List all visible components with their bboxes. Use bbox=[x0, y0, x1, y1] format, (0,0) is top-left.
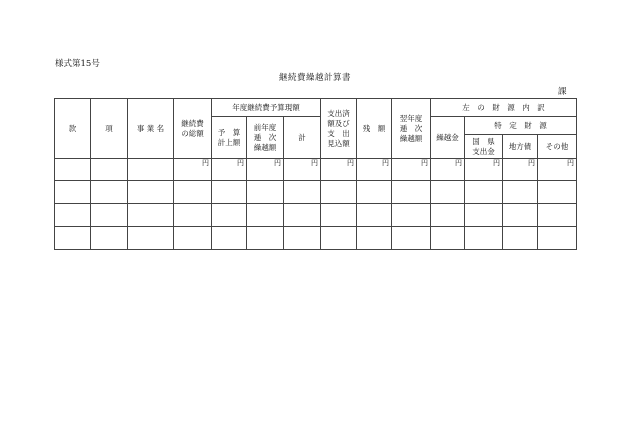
table-cell[interactable] bbox=[284, 227, 321, 250]
table-cell[interactable] bbox=[55, 181, 91, 204]
unit-label[interactable]: 円 bbox=[392, 159, 431, 181]
unit-label[interactable]: 円 bbox=[174, 159, 212, 181]
table-cell[interactable] bbox=[284, 204, 321, 227]
table-cell[interactable] bbox=[392, 181, 431, 204]
table-cell[interactable] bbox=[465, 227, 503, 250]
table-cell[interactable] bbox=[128, 181, 174, 204]
unit-row bbox=[55, 159, 577, 181]
table-cell[interactable] bbox=[538, 181, 577, 204]
table-cell[interactable] bbox=[392, 204, 431, 227]
table-cell[interactable] bbox=[431, 204, 465, 227]
table-row bbox=[55, 227, 577, 250]
table-cell[interactable] bbox=[357, 227, 392, 250]
unit-label[interactable]: 円 bbox=[431, 159, 465, 181]
header-keizokuhi-sougaku: 継続費 の総額 bbox=[174, 99, 212, 159]
table-cell[interactable] bbox=[91, 204, 128, 227]
table-cell[interactable] bbox=[321, 181, 357, 204]
table-cell[interactable] bbox=[503, 204, 538, 227]
header-kurikoshikin: 繰越金 bbox=[431, 117, 465, 159]
table-row bbox=[55, 181, 577, 204]
table-cell[interactable] bbox=[174, 181, 212, 204]
unit-label[interactable]: 円 bbox=[538, 159, 577, 181]
table-cell[interactable] bbox=[55, 227, 91, 250]
table-cell[interactable] bbox=[538, 227, 577, 250]
table-cell[interactable] bbox=[212, 227, 247, 250]
header-sonota: その他 bbox=[538, 135, 577, 159]
header-zennendo-kurikoshigaku: 前年度 逓 次 繰越額 bbox=[247, 117, 284, 159]
header-kou: 項 bbox=[91, 99, 128, 159]
header-yokunendo-kurikoshigaku: 翌年度 逓 次 繰越額 bbox=[392, 99, 431, 159]
table-cell[interactable] bbox=[174, 204, 212, 227]
header-kei: 計 bbox=[284, 117, 321, 159]
unit-label[interactable]: 円 bbox=[212, 159, 247, 181]
table-cell[interactable] bbox=[465, 181, 503, 204]
table-cell[interactable] bbox=[91, 227, 128, 250]
table-cell[interactable] bbox=[357, 181, 392, 204]
header-zaigen-uchiwake: 左 の 財 源 内 訳 bbox=[431, 99, 577, 117]
header-jigyou-mei: 事 業 名 bbox=[128, 99, 174, 159]
table-cell[interactable] bbox=[321, 227, 357, 250]
header-nendo-yosan-genkaku: 年度継続費予算現額 bbox=[212, 99, 321, 117]
unit-label[interactable]: 円 bbox=[321, 159, 357, 181]
table-cell[interactable] bbox=[247, 204, 284, 227]
table-row bbox=[55, 204, 577, 227]
header-yosan-keijougaku: 予 算 計上額 bbox=[212, 117, 247, 159]
unit-label[interactable]: 円 bbox=[465, 159, 503, 181]
form-number: 様式第15号 bbox=[55, 59, 100, 69]
table-cell[interactable] bbox=[128, 159, 174, 181]
table-cell[interactable] bbox=[357, 204, 392, 227]
table-cell[interactable] bbox=[212, 204, 247, 227]
table-cell[interactable] bbox=[431, 181, 465, 204]
header-chihousai: 地方債 bbox=[503, 135, 538, 159]
table-cell[interactable] bbox=[392, 227, 431, 250]
header-zangaku: 残 額 bbox=[357, 99, 392, 159]
carryover-table bbox=[54, 98, 577, 250]
table-cell[interactable] bbox=[284, 181, 321, 204]
table-cell[interactable] bbox=[174, 227, 212, 250]
header-kan: 款 bbox=[55, 99, 91, 159]
table-cell[interactable] bbox=[503, 227, 538, 250]
header-kokuken-shishutsukin: 国 県 支出金 bbox=[465, 135, 503, 159]
table-cell[interactable] bbox=[321, 204, 357, 227]
unit-label[interactable]: 円 bbox=[357, 159, 392, 181]
table-cell[interactable] bbox=[128, 204, 174, 227]
table-cell[interactable] bbox=[503, 181, 538, 204]
table-cell[interactable] bbox=[91, 181, 128, 204]
table-cell[interactable] bbox=[247, 227, 284, 250]
table-cell[interactable] bbox=[128, 227, 174, 250]
unit-label[interactable]: 円 bbox=[247, 159, 284, 181]
table-cell[interactable] bbox=[431, 227, 465, 250]
table-cell[interactable] bbox=[55, 159, 91, 181]
table-cell[interactable] bbox=[91, 159, 128, 181]
unit-label[interactable]: 円 bbox=[284, 159, 321, 181]
header-shishutsu: 支出済 額及び 支 出 見込額 bbox=[321, 99, 357, 159]
unit-label[interactable]: 円 bbox=[503, 159, 538, 181]
table-cell[interactable] bbox=[212, 181, 247, 204]
header-tokutei-zaigen: 特 定 財 源 bbox=[465, 117, 577, 135]
table-cell[interactable] bbox=[465, 204, 503, 227]
table-cell[interactable] bbox=[538, 204, 577, 227]
table-cell[interactable] bbox=[55, 204, 91, 227]
table-cell[interactable] bbox=[247, 181, 284, 204]
department-suffix: 課 bbox=[558, 87, 567, 97]
document-title: 継続費繰越計算書 bbox=[278, 73, 351, 83]
